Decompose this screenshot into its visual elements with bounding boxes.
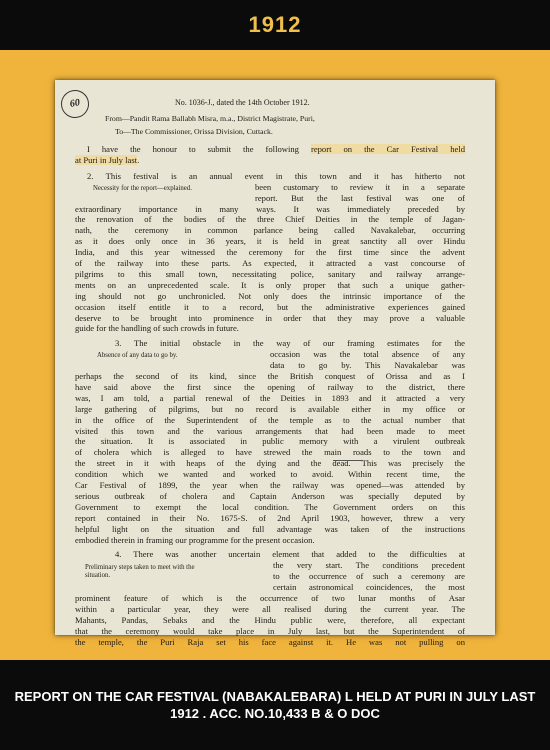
- para1-line: at Puri in July last.: [75, 154, 140, 165]
- para2-line: nath, the ceremony in common parlance being called Navakalebar, occurring: [75, 225, 465, 236]
- para2-line: deserve to be brought into prominence in order that they may prove a valuable: [75, 312, 465, 323]
- para3-line: data to go by. This Navakalebar was: [270, 360, 465, 371]
- para4-line: to the occurrence of such a ceremony are: [273, 571, 465, 582]
- para4-line: prominent feature of which is the occurrence of two lunar months of Asar: [75, 593, 465, 603]
- para3-line: the street in it with heaps of the dying and the dead. This was precisely the: [75, 458, 465, 469]
- para2-line: guide for the handling of such crowds in future.: [75, 323, 239, 334]
- para3-line: have said above the first since the opening of railway to the district, there: [75, 381, 465, 392]
- para3-line: large gathering of pilgrims, but no record is available either in my office or: [75, 403, 465, 414]
- margin-note: situation.: [85, 572, 111, 580]
- para2-line: ments on an unprecedented scale. It is only proper that such a unique gather-: [75, 279, 465, 290]
- para1-line: I have the honour to submit the following report on the Car Festival held: [87, 144, 465, 154]
- para3-line: occasion was the total absence of any: [270, 349, 465, 360]
- margin-note: Necessity for the report—explained.: [93, 184, 192, 192]
- para2-line: report. But the last festival was one of: [255, 192, 465, 203]
- margin-note: Preliminary steps taken to meet with the: [85, 564, 195, 572]
- para2-line: extraordinary importance in many ways. It was immediately preceded by: [75, 203, 465, 214]
- para3-line: in the office of the Superintendent of the temple as to the actual number that: [75, 414, 465, 425]
- para4-line: that the ceremony would take place in July last, but the Superintendent of: [75, 625, 465, 636]
- page-number-stamp: 60: [59, 88, 91, 120]
- margin-note: Absence of any data to go by.: [97, 352, 178, 360]
- para3-line: Car Festival of 1899, the year when the railway was opened—was attended by: [75, 480, 465, 490]
- document-scan: [55, 80, 495, 647]
- highlighted-text: report on the Car Festival held: [310, 144, 465, 154]
- para3-line: visited this town and the various arrangements that had been made to meet: [75, 425, 465, 436]
- para3-line: perhaps the second of its kind, since the British conquest of Orissa and as I: [75, 371, 465, 381]
- para3-line: the situation. It is associated in public memory with a virulent outbreak: [75, 436, 465, 447]
- letter-reference: No. 1036-J., dated the 14th October 1912.: [175, 98, 310, 107]
- para3-line: condition which we wanted and worked to avoid. Within recent time, the: [75, 469, 465, 480]
- letter-to: To—The Commissioner, Orissa Division, Cuttack.: [115, 127, 273, 136]
- para4-line: 4. There was another uncertain element that added to the difficulties at: [115, 549, 465, 560]
- para4-line: within a particular year, they were all realised during the current year. The: [75, 603, 465, 614]
- caption-bar: [0, 660, 550, 750]
- para2-line: as it does only once in 36 years, it is held in great sanctity all over Hindu: [75, 236, 465, 247]
- para3-line: Government to exempt the local condition. The Government orders on this: [75, 501, 465, 512]
- title-bar: [0, 0, 550, 50]
- ink-mark: [333, 460, 363, 467]
- para2-line: the renovation of the bodies of the three Chief Deities in the temple of Jagan-: [75, 214, 465, 225]
- para3-line: of cholera which is alleged to have strewed the main roads to the town and: [75, 447, 465, 458]
- caption-line-2: 1912 . ACC. NO.10,433 B & O DOC: [170, 706, 380, 721]
- highlighted-text: at Puri in July last: [75, 154, 138, 165]
- para2-line: 2. This festival is an annual event in this town and it has hitherto not: [87, 170, 465, 181]
- para4-line: the very start. The conditions precedent: [273, 560, 465, 571]
- para2-line: pilgrims to this small town, necessitating police, sanitary and railway arrange-: [75, 268, 465, 279]
- para3-line: embodied therein in framing our programme for the present occasion.: [75, 534, 315, 545]
- para2-line: occasion itself entitle it to a record, but the administrative experiences gained: [75, 301, 465, 312]
- para4-line: the temple, the Puri Raja set his face against it. He was not pulling on: [75, 636, 465, 647]
- para3-line: report contained in their No. 1675-S. of 2nd April 1903, however, threw a very: [75, 512, 465, 523]
- caption-line-1: REPORT ON THE CAR FESTIVAL (NABAKALEBARA) L HELD AT PURI IN JULY LAST: [14, 689, 536, 704]
- para2-line: of the railway into these parts. As expected, it attracted a vast concourse of: [75, 258, 465, 268]
- para2-line: ing should not go unchronicled. Not only does the intrinsic importance of the: [75, 290, 465, 301]
- letter-from: From—Pandit Rama Ballabh Misra, m.a., District Magistrate, Puri,: [105, 114, 315, 123]
- year-title: 1912: [248, 12, 302, 37]
- para3-line: 3. The initial obstacle in the way of our framing estimates for the: [115, 338, 465, 349]
- para4-line: certain astronomical coincidences, the most: [273, 582, 465, 593]
- para4-line: Mahants, Pandas, Sebaks and the Hindu public were, therefore, all expectant: [75, 614, 465, 625]
- para3-line: was, I am told, a partial renewal of the Deities in 1893 and it attracted a very: [75, 392, 465, 403]
- para2-line: India, and this year witnessed the ceremony for the first time since the advent: [75, 247, 465, 258]
- para3-line: serious outbreak of cholera and Captain Anderson was specially deputed by: [75, 490, 465, 501]
- para3-line: helpful light on the situation and full advantage was taken of the instructions: [75, 523, 465, 534]
- para2-line: been customary to review it in a separate: [255, 181, 465, 192]
